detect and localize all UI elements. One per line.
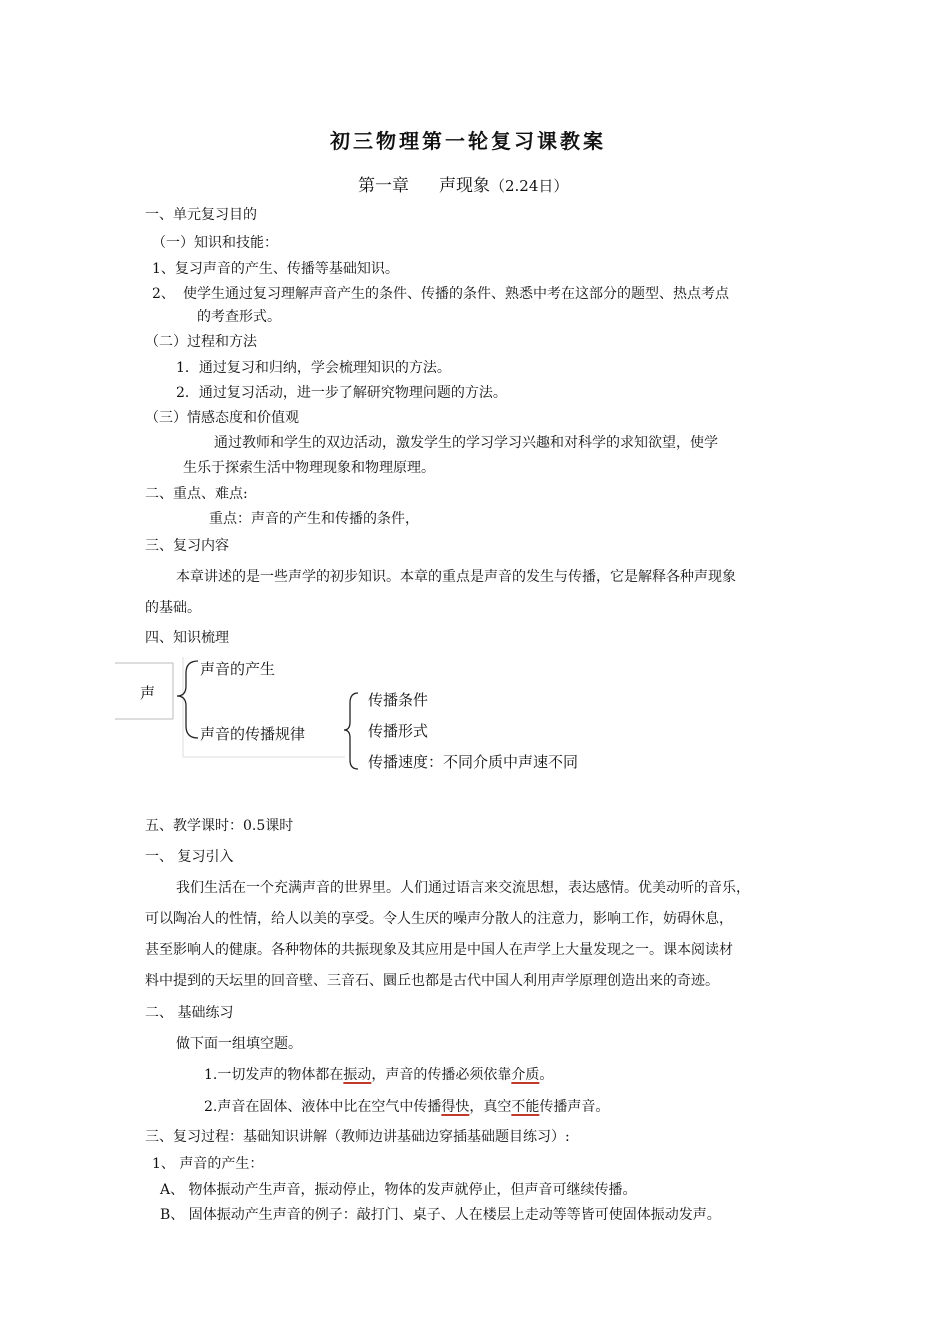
q1-answer-medium: 介质 (511, 1067, 540, 1083)
objective-item-2-number: 2、 (152, 286, 175, 302)
q1-answer-vibration: 振动 (343, 1067, 372, 1083)
tree-leaf-condition: 传播条件 (368, 691, 429, 709)
practice-heading: 二、 基础练习 (145, 1005, 234, 1021)
intro-line-3: 甚至影响人的健康。各种物体的共振现象及其应用是中国人在声学上大量发现之一。课本阅读材 (145, 942, 733, 958)
tree-branch-production: 声音的产生 (200, 660, 276, 678)
subheading-attitude: （三）情感态度和价值观 (145, 410, 299, 426)
section-4-heading: 四、知识梳理 (145, 630, 229, 646)
q1-text-c: 。 (539, 1067, 554, 1083)
objective-item-2-line-1: 使学生通过复习理解声音产生的条件、传播的条件、熟悉中考在这部分的题型、热点考点 (183, 286, 729, 302)
section-3-heading: 三、复习内容 (145, 538, 229, 554)
section-1-heading: 一、单元复习目的 (145, 207, 257, 223)
intro-heading: 一、 复习引入 (145, 849, 234, 865)
tree-root: 声 (140, 684, 156, 702)
key-point: 重点：声音的产生和传播的条件， (209, 511, 419, 527)
content-line-1: 本章讲述的是一些声学的初步知识。本章的重点是声音的发生与传播，它是解释各种声现象 (176, 569, 736, 585)
intro-line-2: 可以陶冶人的性情，给人以美的享受。令人生厌的噪声分散人的注意力，影响工作，妨碍休息， (145, 911, 733, 927)
practice-question-2 (204, 1096, 609, 1116)
section-2-heading: 二、重点、难点: (145, 486, 248, 502)
content-line-2: 的基础。 (145, 600, 201, 616)
process-point-a: A、 物体振动产生声音，振动停止，物体的发声就停止，但声音可继续传播。 (160, 1182, 637, 1198)
section-5-heading: 五、教学课时：0.5课时 (145, 818, 294, 834)
process-heading: 三、复习过程：基础知识讲解（教师边讲基础边穿插基础题目练习）: (145, 1129, 570, 1145)
subheading-knowledge: （一）知识和技能： (152, 235, 278, 251)
tree-leaf-form: 传播形式 (368, 722, 429, 740)
tree-branch-propagation: 声音的传播规律 (200, 725, 306, 743)
attitude-paragraph-line-1: 通过教师和学生的双边活动，激发学生的学习学习兴趣和对科学的求知欲望，使学 (214, 435, 718, 451)
chapter-topic: 声现象 (439, 176, 490, 196)
chapter-label: 第一章 (358, 176, 409, 196)
q2-text-a: 2.声音在固体、液体中比在空气中传播 (204, 1099, 442, 1115)
q2-text-c: 传播声音。 (539, 1099, 610, 1115)
process-subheading: 1、 声音的产生： (152, 1156, 264, 1172)
process-item-1: 1．通过复习和归纳，学会梳理知识的方法。 (176, 360, 451, 376)
q1-text-a: 1.一切发声的物体都在 (204, 1067, 344, 1083)
process-item-2: 2．通过复习活动，进一步了解研究物理问题的方法。 (176, 385, 507, 401)
attitude-paragraph-line-2: 生乐于探索生活中物理现象和物理原理。 (183, 460, 435, 476)
objective-item-1: 1、复习声音的产生、传播等基础知识。 (152, 261, 399, 277)
q2-answer-faster: 得快 (441, 1099, 470, 1115)
q1-text-b: ，声音的传播必须依靠 (371, 1067, 512, 1083)
practice-question-1 (204, 1064, 553, 1084)
intro-line-4: 料中提到的天坛里的回音壁、三音石、圜丘也都是古代中国人利用声学原理创造出来的奇迹。 (145, 973, 719, 989)
subheading-process: （二）过程和方法 (145, 334, 257, 350)
practice-instruction: 做下面一组填空题。 (176, 1036, 302, 1052)
tree-leaf-speed: 传播速度：不同介质中声速不同 (368, 753, 579, 771)
chapter-date: （2.24日） (490, 177, 569, 195)
intro-line-1: 我们生活在一个充满声音的世界里。人们通过语言来交流思想，表达感情。优美动听的音乐， (176, 880, 750, 896)
q2-text-b: ，真空 (469, 1099, 512, 1115)
page-title: 初三物理第一轮复习课教案 (330, 129, 606, 153)
q2-answer-cannot: 不能 (511, 1099, 540, 1115)
process-point-b: B、 固体振动产生声音的例子：敲打门、桌子、人在楼层上走动等等皆可使固体振动发声。 (160, 1207, 721, 1223)
objective-item-2-line-2: 的考查形式。 (197, 309, 281, 325)
